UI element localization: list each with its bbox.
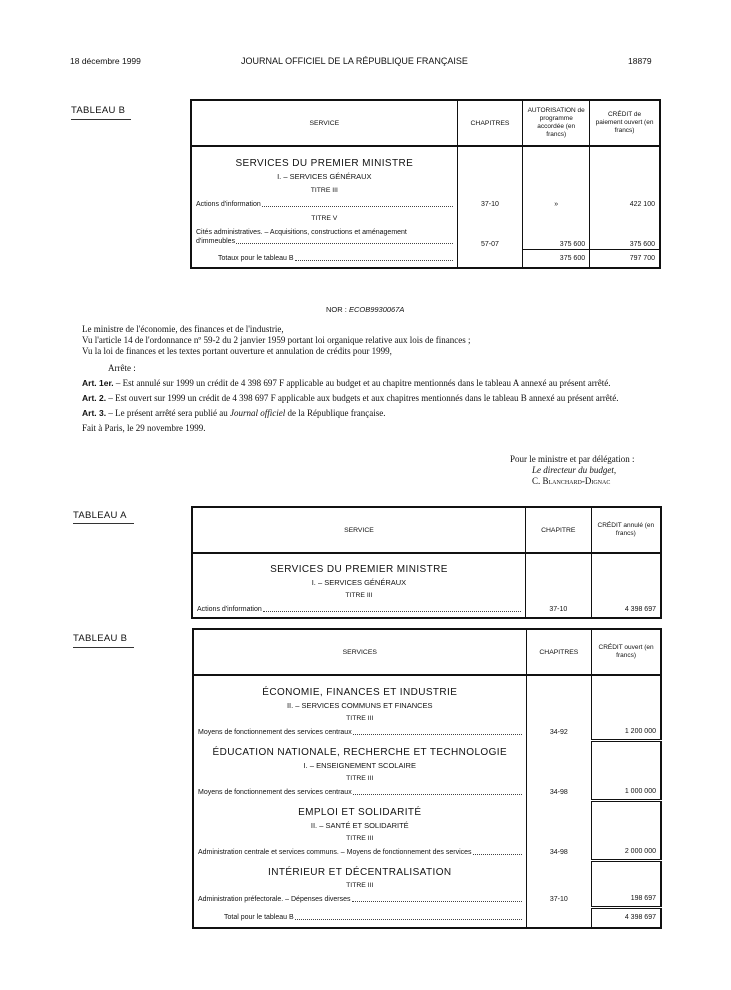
table1-row2-credit: 375 600 bbox=[590, 225, 660, 249]
table3-block3-ministry: INTÉRIEUR ET DÉCENTRALISATION bbox=[193, 866, 526, 879]
table3-head-credit: CRÉDIT ouvert (en francs) bbox=[592, 629, 661, 675]
table2-head-service: SERVICE bbox=[192, 507, 525, 553]
article-1 bbox=[82, 378, 662, 389]
decree-text bbox=[82, 324, 662, 434]
table2-row-label: Actions d'information bbox=[197, 606, 262, 613]
table1-total-autorisation: 375 600 bbox=[523, 249, 590, 268]
table1-row2-label2: d'immeubles bbox=[196, 238, 236, 245]
table1-head-chapitres: CHAPITRES bbox=[457, 100, 523, 146]
table1-titre5: TITRE V bbox=[191, 211, 457, 225]
table1-head-credit: CRÉDIT de paiement ouvert (en francs) bbox=[590, 100, 660, 146]
article-3-journal: Journal officiel bbox=[230, 408, 286, 418]
table3-total-credit: 4 398 697 bbox=[592, 907, 661, 928]
article-3 bbox=[82, 408, 662, 419]
article-1-text: – Est annulé sur 1999 un crédit de 4 398 697 F applicable au budget et au chapitre mentionnés dans le tableau A annexé au présent arrêté. bbox=[113, 378, 611, 388]
table2-row-credit: 4 398 697 bbox=[591, 602, 661, 618]
table3-head-service: SERVICES bbox=[193, 629, 526, 675]
header-page: 18879 bbox=[628, 56, 652, 66]
article-2-text: – Est ouvert sur 1999 un crédit de 4 398 697 F applicable aux budgets et aux chapitres mentionnés dans le tableau B annexé au présent arrêté. bbox=[106, 393, 619, 403]
table3-block0-titre: TITRE III bbox=[193, 712, 526, 725]
nor-prefix: NOR : bbox=[326, 305, 347, 314]
table1-section: I. – SERVICES GÉNÉRAUX bbox=[191, 170, 457, 183]
article-2 bbox=[82, 393, 662, 404]
prose-vu-loi: Vu la loi de finances et les textes portant ouverture et annulation de crédits pour 1999, bbox=[82, 346, 392, 356]
table2-row-chapitre: 37-10 bbox=[525, 602, 591, 618]
table1-row1-label: Actions d'information bbox=[196, 200, 261, 208]
prose-fait: Fait à Paris, le 29 novembre 1999. bbox=[82, 423, 206, 433]
table3-block1-ministry: ÉDUCATION NATIONALE, RECHERCHE ET TECHNOLOGIE bbox=[193, 746, 526, 759]
table3-block0-ministry: ÉCONOMIE, FINANCES ET INDUSTRIE bbox=[193, 686, 526, 699]
prose-arrete: Arrête : bbox=[108, 363, 136, 373]
table1-label-rule bbox=[71, 119, 131, 120]
prose-vu-ordonnance: Vu l'article 14 de l'ordonnance nº 59-2 du 2 janvier 1959 portant loi organique relative aux lois de finances ; bbox=[82, 335, 471, 345]
table2-head-chapitre: CHAPITRE bbox=[525, 507, 591, 553]
table3-block1-label: Moyens de fonctionnement des services centraux bbox=[198, 789, 352, 796]
table1 bbox=[190, 99, 661, 269]
signature-title: Le directeur du budget, bbox=[532, 465, 617, 475]
nor-line bbox=[326, 305, 404, 314]
table2 bbox=[191, 506, 662, 619]
table3-block0-section: II. – SERVICES COMMUNS ET FINANCES bbox=[193, 699, 526, 712]
header-date: 18 décembre 1999 bbox=[70, 56, 141, 66]
article-3-label: Art. 3. bbox=[82, 408, 107, 418]
table2-label: TABLEAU A bbox=[73, 510, 127, 521]
table1-ministry: SERVICES DU PREMIER MINISTRE bbox=[191, 157, 457, 170]
table3-block1-credit: 1 000 000 bbox=[592, 785, 661, 800]
table3-block1-chapitre: 34-98 bbox=[526, 785, 592, 800]
signature-name: C. Blanchard-Dignac bbox=[532, 476, 611, 486]
nor-code: ECOB9930067A bbox=[348, 305, 405, 314]
table3-block0-label: Moyens de fonctionnement des services centraux bbox=[198, 729, 352, 736]
table1-titre3: TITRE III bbox=[191, 183, 457, 197]
header-journal: JOURNAL OFFICIEL DE LA RÉPUBLIQUE FRANÇAISE bbox=[241, 56, 468, 66]
table3-block3-titre: TITRE III bbox=[193, 879, 526, 892]
table1-row1-credit: 422 100 bbox=[590, 197, 660, 211]
table2-head-credit: CRÉDIT annulé (en francs) bbox=[591, 507, 661, 553]
table1-head-autorisation: AUTORISATION de programme accordée (en francs) bbox=[523, 100, 590, 146]
table1-row1-autorisation: » bbox=[523, 197, 590, 211]
table3-block2-credit: 2 000 000 bbox=[592, 845, 661, 860]
table3-block2-chapitre: 34-98 bbox=[526, 845, 592, 860]
table3-label: TABLEAU B bbox=[73, 633, 128, 644]
table2-label-rule bbox=[73, 523, 134, 524]
table3-head-chapitres: CHAPITRES bbox=[526, 629, 592, 675]
table3 bbox=[192, 628, 662, 929]
table2-titre: TITRE III bbox=[192, 589, 525, 602]
table2-section: I. – SERVICES GÉNÉRAUX bbox=[192, 576, 525, 589]
table3-label-rule bbox=[73, 647, 134, 648]
table3-block2-titre: TITRE III bbox=[193, 832, 526, 845]
table2-ministry: SERVICES DU PREMIER MINISTRE bbox=[192, 563, 525, 576]
article-2-label: Art. 2. bbox=[82, 393, 107, 403]
signature-block bbox=[510, 454, 634, 487]
table3-total-label: Total pour le tableau B bbox=[224, 913, 294, 921]
signature-delegation: Pour le ministre et par délégation : bbox=[510, 454, 635, 464]
article-3-text-a: – Le présent arrêté sera publié au bbox=[106, 408, 231, 418]
table1-total-label: Totaux pour le tableau B bbox=[218, 254, 294, 262]
table3-block1-titre: TITRE III bbox=[193, 772, 526, 785]
table1-row2-label1: Cités administratives. – Acquisitions, constructions et aménagement bbox=[196, 229, 407, 236]
table1-total-credit: 797 700 bbox=[590, 249, 660, 268]
table1-row1-chapitre: 37-10 bbox=[457, 197, 523, 211]
table3-block2-ministry: EMPLOI ET SOLIDARITÉ bbox=[193, 806, 526, 819]
table1-row2-autorisation: 375 600 bbox=[523, 225, 590, 249]
table3-block0-chapitre: 34-92 bbox=[526, 725, 592, 740]
table3-block3-label: Administration préfectorale. – Dépenses diverses bbox=[198, 896, 351, 903]
table3-block2-section: II. – SANTÉ ET SOLIDARITÉ bbox=[193, 819, 526, 832]
article-1-label: Art. 1er. bbox=[82, 378, 114, 388]
article-3-text-b: de la République française. bbox=[285, 408, 386, 418]
table3-block2-label: Administration centrale et services communs. – Moyens de fonctionnement des services bbox=[198, 849, 472, 856]
table3-block1-section: I. – ENSEIGNEMENT SCOLAIRE bbox=[193, 759, 526, 772]
prose-minister: Le ministre de l'économie, des finances et de l'industrie, bbox=[82, 324, 284, 334]
table1-row2-chapitre: 57-07 bbox=[457, 225, 523, 249]
table3-block3-chapitre: 37-10 bbox=[526, 892, 592, 907]
table3-block0-credit: 1 200 000 bbox=[592, 725, 661, 740]
table1-label: TABLEAU B bbox=[71, 105, 126, 116]
table3-block3-credit: 198 697 bbox=[592, 892, 661, 907]
table1-head-service: SERVICE bbox=[191, 100, 457, 146]
